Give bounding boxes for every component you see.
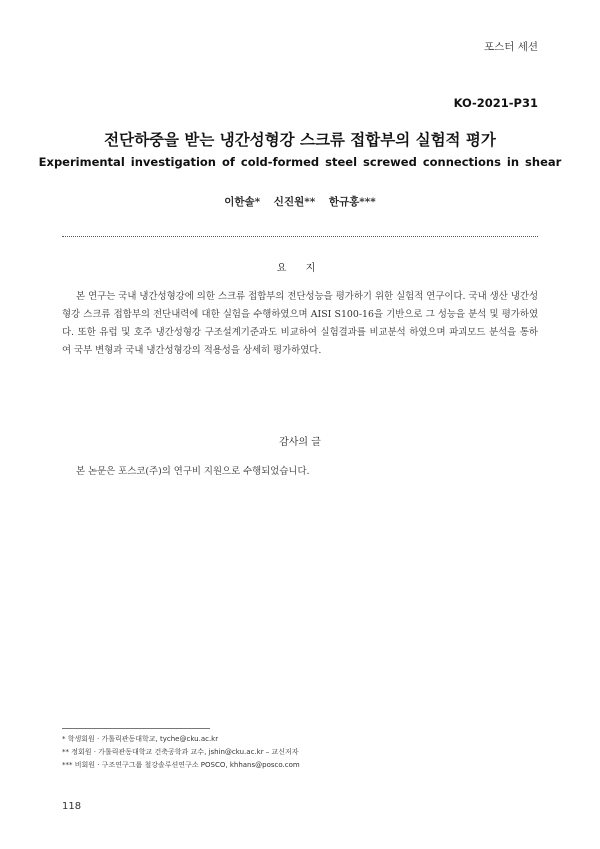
page-number: 118	[62, 801, 82, 812]
author-1: 이한솔*	[224, 196, 261, 208]
footnotes	[62, 733, 542, 772]
footnote-divider	[62, 728, 210, 729]
footnote-1: * 학생회원 · 가톨릭관동대학교, tyche@cku.ac.kr	[62, 735, 219, 743]
section-divider	[62, 236, 538, 237]
author-list	[0, 194, 600, 209]
footnote-2: ** 정회원 · 가톨릭관동대학교 건축공학과 교수, jshin@cku.ac.kr – 교신저자	[62, 748, 299, 756]
paper-id: KO-2021-P31	[453, 96, 538, 110]
abstract-heading: 요 지	[276, 263, 324, 274]
footnote-3: *** 비회원 · 구조연구그룹 철강솔루션연구소 POSCO, khhans@posco.com	[62, 761, 300, 769]
acknowledgement-heading: 감사의 글	[279, 437, 321, 448]
acknowledgement-body: 본 논문은 포스코(주)의 연구비 지원으로 수행되었습니다.	[76, 466, 310, 477]
author-2: 신진원**	[273, 196, 316, 208]
author-3: 한규홍***	[328, 196, 376, 208]
paper-title-korean: 전단하중을 받는 냉간성형강 스크류 접합부의 실험적 평가	[104, 131, 496, 149]
session-label: 포스터 세션	[483, 41, 538, 53]
abstract-body: 본 연구는 국내 냉간성형강에 의한 스크류 접합부의 전단성능을 평가하기 위한 실험적 연구이다. 국내 생산 냉간성형강 스크류 접합부의 전단내력에 대한 실험을 수행하였으며 AISI S100-16을 기반으로 그 성능을 분석 및 평가하였다. 또한 유럽 및 호주 냉간성형강 구조설계기준과도 비교하여 실험결과를 비교분석 하였으며 파괴모드 분석을 통하여 국부 변형과 국내 냉간성형강의 적용성을 상세히 평가하였다.	[62, 291, 538, 356]
paper-title-english: Experimental investigation of cold-formed steel screwed connections in shear	[38, 155, 562, 169]
